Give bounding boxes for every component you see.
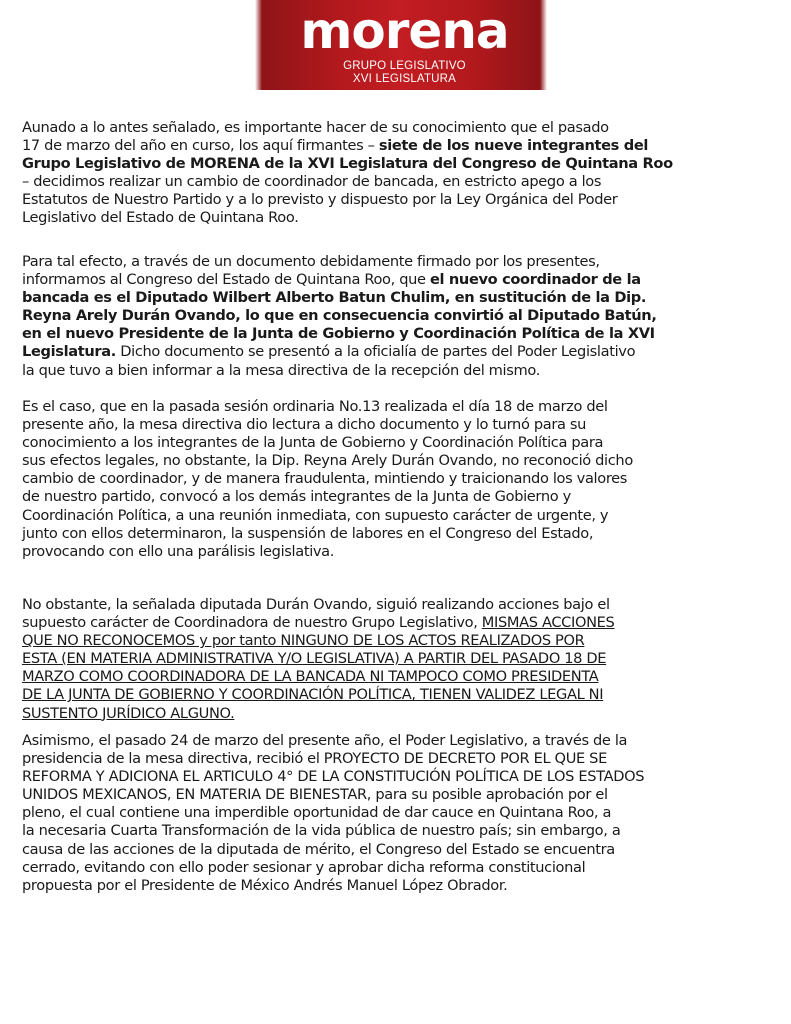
text-line: [22, 668, 782, 686]
text-segment: Legislativo del Estado de Quintana Roo.: [22, 209, 299, 227]
logo-wordmark: morena: [300, 2, 509, 60]
text-line: [22, 416, 782, 434]
text-segment: supuesto carácter de Coordinadora de nuestro Grupo Legislativo,: [22, 614, 482, 632]
text-line: [22, 155, 782, 173]
text-line: [22, 119, 782, 137]
text-line: [22, 822, 782, 840]
text-segment: cambio de coordinador, y de manera fraudulenta, mintiendo y traicionando los valores: [22, 470, 628, 488]
bold-text: en el nuevo Presidente de la Junta de Gobierno y Coordinación Política de la XVI: [22, 325, 655, 343]
text-line: [22, 732, 782, 750]
underlined-text: QUE NO RECONOCEMOS y por tanto NINGUNO DE LOS ACTOS REALIZADOS POR: [22, 632, 585, 650]
text-line: [22, 543, 782, 561]
text-segment: la necesaria Cuarta Transformación de la vida pública de nuestro país; sin embargo, a: [22, 822, 621, 840]
logo-subtitle-group: GRUPO LEGISLATIVO: [343, 60, 466, 72]
text-line: [22, 362, 782, 380]
bold-text: Reyna Arely Durán Ovando, lo que en consecuencia convirtió al Diputado Batún,: [22, 307, 657, 325]
text-line: [22, 877, 782, 895]
text-line: [22, 325, 782, 343]
text-line: [22, 507, 782, 525]
text-line: [22, 596, 782, 614]
text-line: [22, 253, 782, 271]
text-line: [22, 209, 782, 227]
underlined-text: ESTA (EN MATERIA ADMINISTRATIVA Y/O LEGISLATIVA) A PARTIR DEL PASADO 18 DE: [22, 650, 607, 668]
text-line: [22, 614, 782, 632]
text-segment: sus efectos legales, no obstante, la Dip. Reyna Arely Durán Ovando, no reconoció dicho: [22, 452, 633, 470]
text-segment: provocando con ello una parálisis legislativa.: [22, 542, 335, 560]
text-segment: conocimiento a los integrantes de la Junta de Gobierno y Coordinación Política para: [22, 434, 604, 452]
paragraph-3: [22, 398, 782, 561]
text-segment: de nuestro partido, convocó a los demás integrantes de la Junta de Gobierno y: [22, 488, 571, 506]
text-segment: No obstante, la señalada diputada Durán Ovando, siguió realizando acciones bajo el: [22, 596, 610, 613]
text-segment: presente año, la mesa directiva dio lectura a dicho documento y lo turnó para su: [22, 416, 587, 434]
bold-text: el nuevo coordinador de la: [429, 271, 641, 289]
text-segment: pleno, el cual contiene una imperdible oportunidad de dar cauce en Quintana Roo, a: [22, 804, 612, 822]
text-segment: Para tal efecto, a través de un documento debidamente firmado por los presentes,: [22, 253, 600, 270]
text-line: [22, 650, 782, 668]
text-line: [22, 271, 782, 289]
text-segment: Es el caso, que en la pasada sesión ordinaria No.13 realizada el día 18 de marzo del: [22, 398, 608, 415]
text-line: [22, 841, 782, 859]
text-line: [22, 750, 782, 768]
paragraph-4: [22, 596, 782, 723]
morena-logo: [262, 0, 547, 90]
text-line: [22, 434, 782, 452]
underlined-text: DE LA JUNTA DE GOBIERNO Y COORDINACIÓN POLÍTICA, TIENEN VALIDEZ LEGAL NI: [22, 686, 604, 704]
text-segment: junto con ellos determinaron, la suspensión de labores en el Congreso del Estado,: [22, 524, 594, 542]
text-line: [22, 686, 782, 704]
paragraph-2: [22, 253, 782, 380]
text-line: [22, 768, 782, 786]
text-line: [22, 488, 782, 506]
text-line: [22, 525, 782, 543]
text-line: [22, 191, 782, 209]
text-line: [22, 173, 782, 191]
text-segment: propuesta por el Presidente de México Andrés Manuel López Obrador.: [22, 876, 508, 894]
bold-text: bancada es el Diputado Wilbert Alberto Batun Chulim, en sustitución de la Dip.: [22, 289, 647, 307]
text-line: [22, 343, 782, 361]
text-line: [22, 859, 782, 877]
text-segment: Coordinación Política, a una reunión inmediata, con supuesto carácter de urgente, y: [22, 506, 609, 524]
paragraph-1: [22, 119, 782, 228]
bold-text: Legislatura.: [22, 343, 116, 361]
text-segment: Estatutos de Nuestro Partido y a lo previsto y dispuesto por la Ley Orgánica del Poder: [22, 191, 618, 209]
text-segment: la que tuvo a bien informar a la mesa directiva de la recepción del mismo.: [22, 361, 540, 379]
text-segment: REFORMA Y ADICIONA EL ARTICULO 4° DE LA CONSTITUCIÓN POLÍTICA DE LOS ESTADOS: [22, 768, 645, 786]
text-line: [22, 705, 782, 723]
bold-text: siete de los nueve integrantes del: [378, 137, 649, 155]
text-segment: Asimismo, el pasado 24 de marzo del presente año, el Poder Legislativo, a través de la: [22, 732, 628, 749]
text-line: [22, 786, 782, 804]
text-segment: presidencia de la mesa directiva, recibió el PROYECTO DE DECRETO POR EL QUE SE: [22, 750, 607, 768]
text-segment: – decidimos realizar un cambio de coordinador de bancada, en estricto apego a los: [22, 173, 602, 191]
underlined-text: SUSTENTO JURÍDICO ALGUNO.: [22, 704, 235, 722]
text-segment: informamos al Congreso del Estado de Quintana Roo, que: [22, 271, 430, 289]
bold-text: Grupo Legislativo de MORENA de la XVI Legislatura del Congreso de Quintana Roo: [22, 155, 673, 173]
text-segment: Aunado a lo antes señalado, es importante hacer de su conocimiento que el pasado: [22, 119, 609, 136]
underlined-text: MISMAS ACCIONES: [481, 614, 615, 632]
text-segment: UNIDOS MEXICANOS, EN MATERIA DE BIENESTAR, para su posible aprobación por el: [22, 786, 608, 804]
underlined-text: MARZO COMO COORDINADORA DE LA BANCADA NI TAMPOCO COMO PRESIDENTA: [22, 668, 599, 686]
text-line: [22, 289, 782, 307]
text-line: [22, 470, 782, 488]
text-segment: Dicho documento se presentó a la oficialía de partes del Poder Legislativo: [115, 343, 636, 361]
text-line: [22, 452, 782, 470]
text-segment: 17 de marzo del año en curso, los aquí firmantes –: [22, 137, 379, 155]
text-segment: causa de las acciones de la diputada de mérito, el Congreso del Estado se encuentra: [22, 840, 615, 858]
text-line: [22, 137, 782, 155]
text-line: [22, 398, 782, 416]
paragraph-5: [22, 732, 782, 895]
text-line: [22, 804, 782, 822]
logo-subtitle-legislature: XVI LEGISLATURA: [352, 73, 457, 85]
text-line: [22, 307, 782, 325]
text-segment: cerrado, evitando con ello poder sesionar y aprobar dicha reforma constitucional: [22, 858, 586, 876]
text-line: [22, 632, 782, 650]
